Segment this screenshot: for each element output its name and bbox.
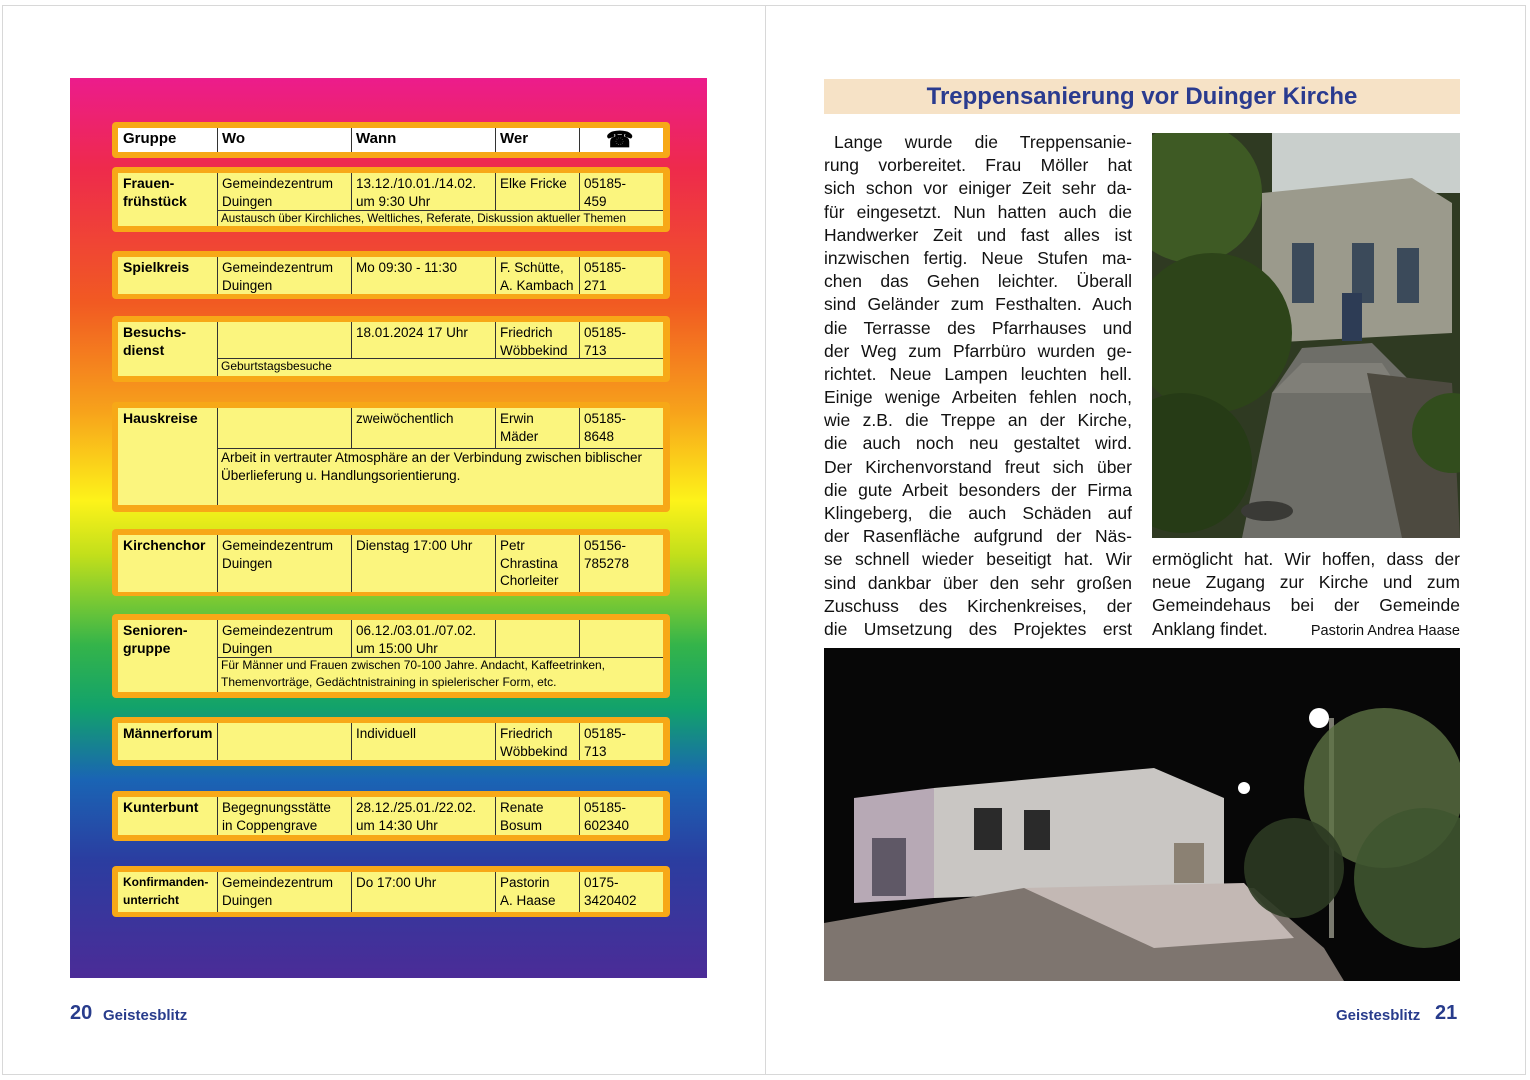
header-col-divider	[351, 128, 352, 152]
cell-gruppe: Kirchenchor	[123, 537, 206, 553]
left-footer-title: Geistesblitz	[103, 1007, 188, 1024]
article-line: Der Kirchenvorstand freut sich über	[824, 456, 1132, 477]
cell-tel: 05185-	[584, 325, 627, 340]
col-divider	[495, 257, 496, 294]
col-divider	[579, 408, 580, 448]
telephone-icon: ☎	[606, 127, 634, 152]
col-divider	[495, 723, 496, 760]
col-divider	[351, 872, 352, 912]
article-line: inzwischen fertig. Neue Stufen ma-	[824, 247, 1132, 268]
cell-wer: F. Schütte,	[500, 260, 564, 275]
cell-gruppe: Kunterbunt	[123, 799, 199, 815]
col-divider	[579, 620, 580, 657]
col-divider	[217, 872, 218, 912]
cell-gruppe: Männerforum	[123, 725, 213, 741]
header-wo: Wo	[222, 130, 246, 147]
cell-gruppe: Frauen-	[123, 175, 175, 191]
col-divider	[495, 535, 496, 592]
church-stairs-illustration	[1152, 133, 1460, 538]
cell-gruppe: Senioren-	[123, 622, 188, 638]
cell-tel: 05185-	[584, 176, 627, 191]
article-line: richtet. Neue Lampen leuchten hell.	[824, 363, 1132, 384]
cell-wann: um 15:00 Uhr	[356, 640, 438, 656]
cell-tel: 271	[584, 277, 607, 293]
cell-gruppe: frühstück	[123, 192, 187, 209]
article-line: chen das Gehen leichter. Überall	[824, 271, 1132, 292]
cell-tel: 05185-	[584, 411, 627, 426]
cell-wo: Gemeindezentrum	[222, 260, 334, 275]
cell-tel: 05185-	[584, 800, 627, 815]
col-divider	[579, 872, 580, 912]
cell-wo: Gemeindezentrum	[222, 875, 334, 890]
right-footer-title: Geistesblitz	[1336, 1007, 1421, 1024]
cell-gruppe: gruppe	[123, 639, 171, 656]
cell-wer: Wöbbekind	[500, 743, 568, 759]
cell-wann: um 9:30 Uhr	[356, 193, 431, 209]
col-divider	[217, 723, 218, 760]
cell-tel: 459	[584, 193, 607, 209]
cell-tel: 8648	[584, 428, 615, 444]
col-divider	[495, 620, 496, 657]
cell-note: Themenvorträge, Gedächtnistraining in spielerischer Form, etc.	[221, 675, 557, 689]
col-divider	[495, 322, 496, 358]
article-line: neue Zugang zur Kirche und zum	[1152, 572, 1460, 593]
cell-gruppe: dienst	[123, 341, 165, 358]
col-divider	[351, 797, 352, 835]
cell-wann: zweiwöchentlich	[356, 411, 454, 426]
cell-wann: 18.01.2024 17 Uhr	[356, 325, 468, 340]
col-divider	[351, 173, 352, 210]
cell-note: Arbeit in vertrauter Atmosphäre an der Verbindung zwischen biblischer	[221, 450, 642, 465]
page-spine	[765, 5, 766, 1075]
article-line: Einige wenige Arbeiten fehlen noch,	[824, 387, 1132, 408]
col-divider	[495, 173, 496, 210]
col-divider	[217, 797, 218, 835]
cell-gruppe: Konfirmanden-	[123, 875, 209, 889]
article-line: se schnell wieder beseitigt hat. Wir	[824, 549, 1132, 570]
cell-gruppe: Hauskreise	[123, 410, 198, 426]
col-divider	[579, 797, 580, 835]
col-divider	[579, 322, 580, 358]
col-divider	[579, 723, 580, 760]
left-page-number: 20	[70, 1002, 93, 1024]
cell-wann: Individuell	[356, 726, 417, 741]
col-divider	[351, 723, 352, 760]
cell-wer: Bosum	[500, 817, 543, 833]
col-divider	[495, 408, 496, 448]
note-col-divider	[217, 210, 218, 226]
right-page-number: 21	[1435, 1002, 1458, 1024]
cell-wo: in Coppengrave	[222, 817, 318, 833]
cell-wer: Erwin	[500, 411, 534, 426]
article-line: der Rasenfläche aufgrund der Näs-	[824, 526, 1132, 547]
header-wer: Wer	[500, 130, 529, 147]
col-divider	[217, 322, 218, 358]
article-line: Handwerker Zeit und fast alles ist	[824, 224, 1132, 245]
cell-wann: 13.12./10.01./14.02.	[356, 176, 477, 191]
col-divider	[495, 797, 496, 835]
article-closing-text: Anklang findet.	[1152, 618, 1268, 639]
cell-wer: Wöbbekind	[500, 342, 568, 358]
cell-wo: Duingen	[222, 640, 273, 656]
col-divider	[351, 257, 352, 294]
cell-wo: Gemeindezentrum	[222, 538, 334, 553]
header-col-divider	[579, 128, 580, 152]
header-gruppe: Gruppe	[123, 130, 177, 147]
cell-tel: 713	[584, 342, 607, 358]
cell-wann: Dienstag 17:00 Uhr	[356, 538, 473, 553]
cell-wann: um 14:30 Uhr	[356, 817, 438, 833]
note-col-divider	[217, 358, 218, 376]
article-line: die Terrasse des Pfarrhauses und	[824, 317, 1132, 338]
church-stairs-photo	[1152, 133, 1460, 538]
cell-tel: 0175-	[584, 875, 619, 890]
cell-wann: 06.12./03.01./07.02.	[356, 623, 477, 638]
cell-wann: 28.12./25.01./22.02.	[356, 800, 477, 815]
cell-tel: 785278	[584, 555, 630, 571]
cell-note: Überlieferung u. Handlungsorientierung.	[221, 468, 461, 483]
cell-gruppe: Spielkreis	[123, 259, 190, 275]
col-divider	[351, 535, 352, 592]
col-divider	[351, 620, 352, 657]
cell-wer: Friedrich	[500, 726, 553, 741]
note-col-divider	[217, 657, 218, 692]
author-signature: Pastorin Andrea Haase	[1310, 622, 1460, 639]
article-title-band	[824, 79, 1460, 114]
col-divider	[217, 620, 218, 657]
cell-wo: Gemeindezentrum	[222, 623, 334, 638]
cell-tel: 05185-	[584, 726, 627, 741]
cell-wann: Do 17:00 Uhr	[356, 875, 437, 890]
article-line: sind dankbar über den sehr großen	[824, 572, 1132, 593]
col-divider	[579, 535, 580, 592]
cell-wer: A. Kambach	[500, 277, 574, 293]
article-line: Lange wurde die Treppensanie-	[834, 132, 1132, 152]
night-lamp-illustration	[824, 648, 1460, 981]
article-column-1	[824, 131, 1132, 641]
col-divider	[579, 173, 580, 210]
cell-wo: Duingen	[222, 555, 273, 571]
article-column-2	[1152, 548, 1460, 641]
cell-gruppe: Besuchs-	[123, 324, 187, 340]
cell-wo: Begegnungsstätte	[222, 800, 331, 815]
cell-wer: Mäder	[500, 428, 539, 444]
article-line: Gemeindehaus bei der Gemeinde	[1152, 595, 1460, 616]
article-line: Klingeberg, die auch Schäden auf	[824, 503, 1132, 523]
col-divider	[217, 257, 218, 294]
cell-wann: Mo 09:30 - 11:30	[356, 260, 458, 275]
cell-note: Austausch über Kirchliches, Weltliches, Referate, Diskussion aktueller Themen	[221, 212, 626, 225]
col-divider	[217, 535, 218, 592]
header-wann: Wann	[356, 130, 397, 147]
cell-wer: Pastorin	[500, 875, 550, 890]
cell-tel: 05185-	[584, 260, 627, 275]
article-title: Treppensanierung vor Duinger Kirche	[926, 83, 1358, 110]
cell-wer: Petr	[500, 538, 525, 553]
cell-note: Geburtstagsbesuche	[221, 359, 332, 373]
article-line: die gute Arbeit besonders der Firma	[824, 479, 1132, 500]
article-line: die Umsetzung des Projektes erst	[824, 618, 1132, 639]
night-stairs-photo	[824, 648, 1460, 981]
cell-tel: 3420402	[584, 892, 637, 908]
cell-wo: Duingen	[222, 193, 273, 209]
col-divider	[351, 408, 352, 448]
article-line: sind Geländer zum Festhalten. Auch	[824, 294, 1132, 315]
cell-wer: Chrastina	[500, 555, 558, 571]
cell-tel: 05156-	[584, 538, 627, 553]
note-col-divider	[217, 448, 218, 505]
header-col-divider	[495, 128, 496, 152]
article-line: ermöglicht hat. Wir hoffen, dass der	[1152, 549, 1460, 569]
article-line: rung vorbereitet. Frau Möller hat	[824, 155, 1132, 176]
article-last-line	[1152, 618, 1460, 641]
cell-wer: Friedrich	[500, 325, 553, 340]
cell-gruppe: unterricht	[123, 892, 180, 907]
col-divider	[217, 173, 218, 210]
article-line: für eingesetzt. Nun hatten auch die	[824, 201, 1132, 222]
cell-wer: Elke Fricke	[500, 176, 567, 191]
article-line: der Weg zum Pfarrbüro wurden ge-	[824, 340, 1132, 361]
cell-tel: 713	[584, 743, 607, 759]
cell-wer: Chorleiter	[500, 573, 559, 588]
col-divider	[217, 408, 218, 448]
cell-wo: Duingen	[222, 892, 273, 908]
cell-wer: Renate	[500, 800, 544, 815]
col-divider	[495, 872, 496, 912]
cell-wo: Gemeindezentrum	[222, 176, 334, 191]
col-divider	[351, 322, 352, 358]
article-line: die auch noch neu gestaltet wird.	[824, 433, 1132, 454]
header-col-divider	[217, 128, 218, 152]
article-line: sich schon vor einiger Zeit sehr da-	[824, 178, 1132, 199]
cell-wer: A. Haase	[500, 892, 556, 908]
col-divider	[579, 257, 580, 294]
article-line: wie z.B. die Treppe an der Kirche,	[824, 410, 1132, 431]
article-line: Zuschuss des Kirchenkreises, der	[824, 595, 1132, 616]
cell-tel: 602340	[584, 817, 630, 833]
cell-wo: Duingen	[222, 277, 273, 293]
cell-note: Für Männer und Frauen zwischen 70-100 Jahre. Andacht, Kaffeetrinken,	[221, 658, 606, 672]
